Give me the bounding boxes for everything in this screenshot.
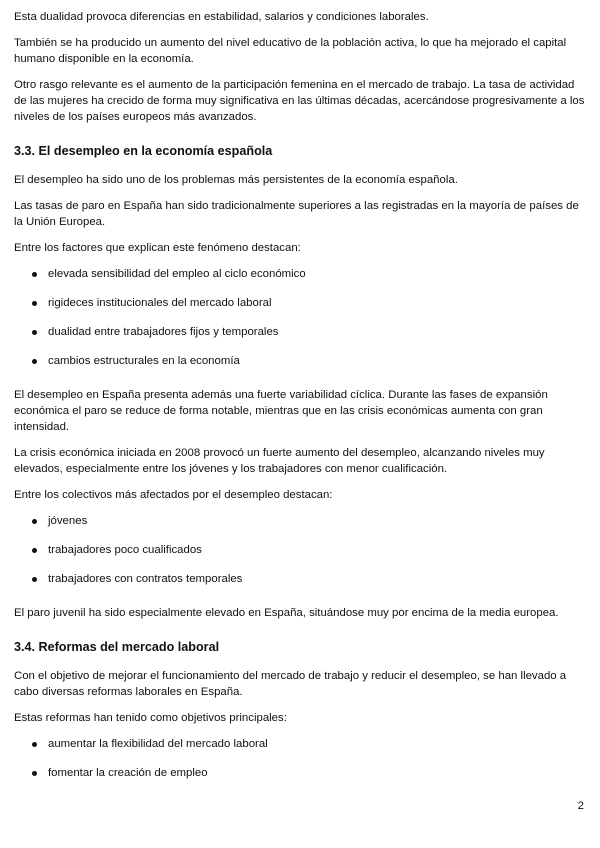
paragraph-objetivos-intro: Estas reformas han tenido como objetivos principales: (14, 712, 287, 724)
list-item: aumentar la flexibilidad del mercado laboral (14, 736, 586, 752)
paragraph-dualidad: Esta dualidad provoca diferencias en estabilidad, salarios y condiciones laborales. (14, 11, 429, 23)
paragraph-variabilidad-ciclica: El desempleo en España presenta además una fuerte variabilidad cíclica. Durante las fases de expansión económica el paro se reduce de forma notable, mientras que en las crisis económicas aumenta con gran intensidad. (14, 389, 548, 433)
groups-list (14, 513, 586, 587)
list-item: trabajadores con contratos temporales (14, 571, 586, 587)
page-number: 2 (577, 800, 584, 812)
paragraph-participacion-femenina: Otro rasgo relevante es el aumento de la participación femenina en el mercado de trabajo. La tasa de actividad de las mujeres ha crecido de forma muy significativa en las últimas décadas, acercándose progresivamente a los niveles de los países europeos más avanzados. (14, 79, 585, 123)
section-heading-desempleo: 3.3. El desempleo en la economía española (14, 144, 273, 158)
list-item: cambios estructurales en la economía (14, 353, 586, 369)
bullet-icon (32, 548, 37, 553)
paragraph-tasas-paro: Las tasas de paro en España han sido tradicionalmente superiores a las registradas en la mayoría de países de la Unión Europea. (14, 200, 579, 228)
list-item: elevada sensibilidad del empleo al ciclo económico (14, 266, 586, 282)
paragraph-nivel-educativo: También se ha producido un aumento del nivel educativo de la población activa, lo que ha mejorado el capital humano disponible en la economía. (14, 37, 567, 65)
paragraph-crisis-2008: La crisis económica iniciada en 2008 provocó un fuerte aumento del desempleo, alcanzando niveles muy elevados, especialmente entre los jóvenes y los trabajadores con menor cualificación. (14, 447, 545, 475)
bullet-icon (32, 742, 37, 747)
bullet-icon (32, 359, 37, 364)
factors-list (14, 266, 586, 369)
list-item: dualidad entre trabajadores fijos y temporales (14, 324, 586, 340)
paragraph-reformas-intro: Con el objetivo de mejorar el funcionamiento del mercado de trabajo y reducir el desempleo, se han llevado a cabo diversas reformas laborales en España. (14, 670, 567, 698)
list-item: jóvenes (14, 513, 586, 529)
paragraph-paro-juvenil: El paro juvenil ha sido especialmente elevado en España, situándose muy por encima de la media europea. (14, 607, 559, 619)
bullet-icon (32, 519, 37, 524)
objectives-list (14, 736, 586, 781)
paragraph-colectivos-intro: Entre los colectivos más afectados por el desempleo destacan: (14, 489, 333, 501)
bullet-icon (32, 301, 37, 306)
bullet-icon (32, 771, 37, 776)
document-page (14, 9, 586, 794)
list-item: trabajadores poco cualificados (14, 542, 586, 558)
list-item: fomentar la creación de empleo (14, 765, 586, 781)
list-item: rigideces institucionales del mercado laboral (14, 295, 586, 311)
section-heading-reformas: 3.4. Reformas del mercado laboral (14, 640, 220, 654)
paragraph-factores-intro: Entre los factores que explican este fenómeno destacan: (14, 242, 301, 254)
paragraph-desempleo-persistente: El desempleo ha sido uno de los problemas más persistentes de la economía española. (14, 174, 458, 186)
bullet-icon (32, 272, 37, 277)
bullet-icon (32, 577, 37, 582)
bullet-icon (32, 330, 37, 335)
